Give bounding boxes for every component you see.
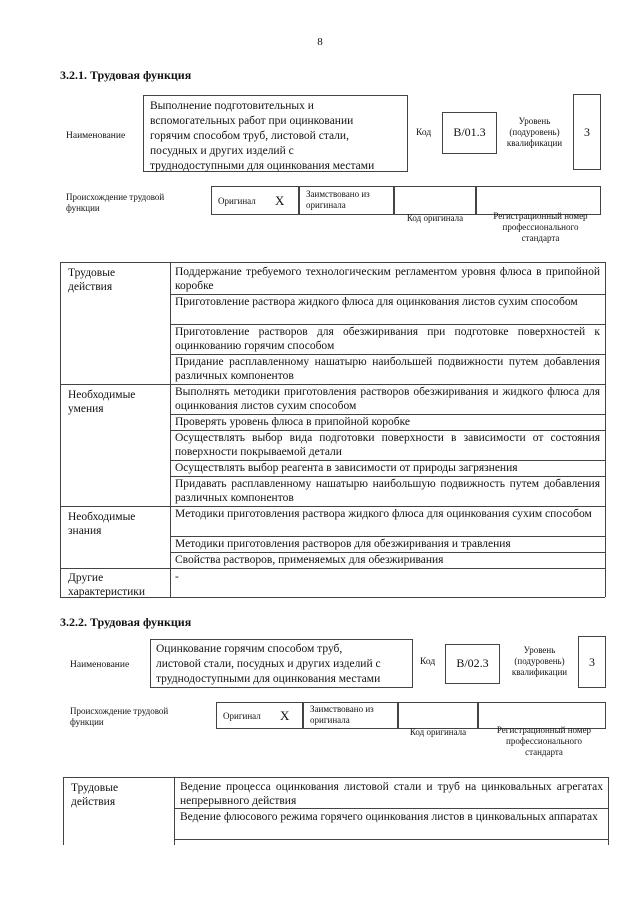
function-name-1 (144, 96, 407, 177)
name-line: вспомогательных работ при оцинковании (150, 115, 354, 127)
knowledge-item: Свойства растворов, применяемых для обезжиривания (175, 554, 444, 566)
level-label-line: (подуровень) (514, 656, 565, 666)
origin-label-1 (66, 192, 164, 214)
original-mark-2: X (280, 708, 290, 723)
label-line: характеристики (68, 586, 146, 598)
reg-number-label-2 (480, 725, 608, 758)
other-value: - (175, 571, 179, 583)
borrowed-label-line: Заимствовано из (310, 704, 374, 714)
knowledge-label-1 (68, 510, 135, 538)
original-label-2: Оригинал (223, 711, 261, 721)
action-item: Ведение процесса оцинкования листовой стали и труб на цинковальных агрегатах непрерывного действия (180, 781, 603, 807)
code-original-label-2: Код оригинала (409, 727, 467, 737)
action-item: Поддержание требуемого технологическим регламентом уровня флюса в припойной коробке (175, 266, 600, 292)
code-value-1: B/01.3 (442, 112, 497, 154)
borrowed-label-line: оригинала (310, 715, 350, 725)
skill-item: Проверять уровень флюса в припойной коробке (175, 416, 411, 428)
skills-label-1 (68, 388, 135, 416)
code-label-1: Код (416, 128, 432, 138)
name-line: труднодоступными для оцинкования местами (156, 673, 381, 685)
borrowed-box-1 (299, 186, 394, 215)
code-original-label-1: Код оригинала (406, 213, 464, 223)
name-box-1 (143, 95, 408, 172)
function-table-1 (60, 262, 605, 597)
name-line: Оцинкование горячим способом труб, (156, 643, 343, 655)
label-line: умения (68, 403, 104, 415)
reg-number-line: стандарта (521, 233, 560, 243)
name-line: листовой стали, посудных и других изделий с (156, 658, 381, 670)
name-line: труднодоступными для оцинкования местами (150, 160, 375, 172)
original-mark-1: X (275, 193, 285, 208)
level-label-line: квалификации (511, 667, 568, 677)
skill-item: Осуществлять выбор реагента в зависимости от природы загрязнения (175, 462, 518, 474)
level-label-line: (подуровень) (509, 127, 560, 137)
level-label-2 (502, 645, 577, 678)
function-name-2 (151, 640, 412, 689)
section-heading-1: 3.2.1. Трудовая функция (60, 68, 192, 82)
origin-label-line: Происхождение трудовой (66, 192, 165, 202)
label-line: Необходимые (68, 511, 136, 523)
name-line: Выполнение подготовительных и (150, 100, 314, 112)
borrowed-box-2 (303, 702, 398, 729)
action-item: Придание расплавленному нашатырю наибольшей подвижности путем добавления различных компонентов (175, 356, 600, 382)
function-table-2 (63, 777, 608, 845)
original-box-1 (211, 186, 299, 215)
name-label-2: Наименование (70, 660, 130, 670)
origin-label-line: Происхождение трудовой (70, 706, 169, 716)
reg-number-line: профессионального (502, 222, 579, 232)
name-label-1: Наименование (66, 131, 126, 141)
action-item: Ведение флюсового режима горячего оцинкования листов в цинковальных аппаратах (180, 811, 598, 823)
skill-item: Придавать расплавленному нашатырю наибольшую подвижность путем добавления различных компонентов (175, 478, 600, 504)
label-line: Трудовые (71, 782, 119, 794)
name-line: посудных и других изделий с (150, 145, 294, 157)
knowledge-item: Методики приготовления раствора жидкого флюса для оцинкования сухим способом (175, 508, 592, 520)
label-line: действия (71, 796, 116, 808)
section-heading-2: 3.2.2. Трудовая функция (60, 615, 192, 629)
page-number: 8 (317, 36, 323, 48)
label-line: Трудовые (68, 267, 116, 279)
action-item: Приготовление раствора жидкого флюса для оцинкования листов сухим способом (175, 296, 578, 308)
origin-label-line: функции (66, 203, 100, 213)
code-original-box-2 (398, 702, 478, 729)
reg-number-line: профессионального (506, 736, 582, 746)
actions-label-1 (68, 266, 115, 294)
level-label-line: Уровень (523, 645, 556, 655)
reg-number-line: стандарта (525, 747, 563, 757)
level-label-1 (497, 116, 572, 149)
knowledge-item: Методики приготовления растворов для обезжиривания и травления (175, 538, 511, 550)
level-label-line: Уровень (518, 116, 551, 126)
name-line: горячим способом труб, листовой стали, (150, 130, 349, 142)
original-box-2 (216, 702, 303, 729)
action-item: Приготовление растворов для обезжиривания при подготовке поверхностей к оцинкованию горячим способом (175, 326, 600, 352)
level-value-2: 3 (578, 636, 606, 688)
other-label-1 (68, 571, 145, 599)
origin-label-2 (70, 706, 168, 728)
level-value-1: 3 (573, 94, 601, 170)
borrowed-label-line: оригинала (306, 200, 346, 210)
name-box-2 (150, 639, 413, 688)
origin-label-line: функции (70, 717, 104, 727)
skill-item: Осуществлять выбор вида подготовки поверхности в зависимости от состояния поверхности покрываемой детали (175, 432, 600, 458)
actions-label-2 (71, 781, 118, 809)
skill-item: Выполнять методики приготовления растворов обезжиривания и жидкого флюса для оцинкования листов сухим способом (175, 386, 600, 412)
reg-number-line: Регистрационный номер (496, 725, 592, 735)
borrowed-label-line: Заимствовано из (306, 189, 370, 199)
original-label-1: Оригинал (218, 196, 256, 206)
label-line: Необходимые (68, 389, 136, 401)
code-value-2: B/02.3 (445, 644, 500, 684)
code-original-box-1 (394, 186, 476, 215)
label-line: знания (68, 525, 102, 537)
level-label-line: квалификации (506, 138, 563, 148)
code-label-2: Код (420, 657, 436, 667)
label-line: действия (68, 281, 113, 293)
label-line: Другие (68, 572, 104, 584)
reg-number-label-1 (478, 211, 603, 244)
reg-number-line: Регистрационный номер (493, 211, 588, 221)
